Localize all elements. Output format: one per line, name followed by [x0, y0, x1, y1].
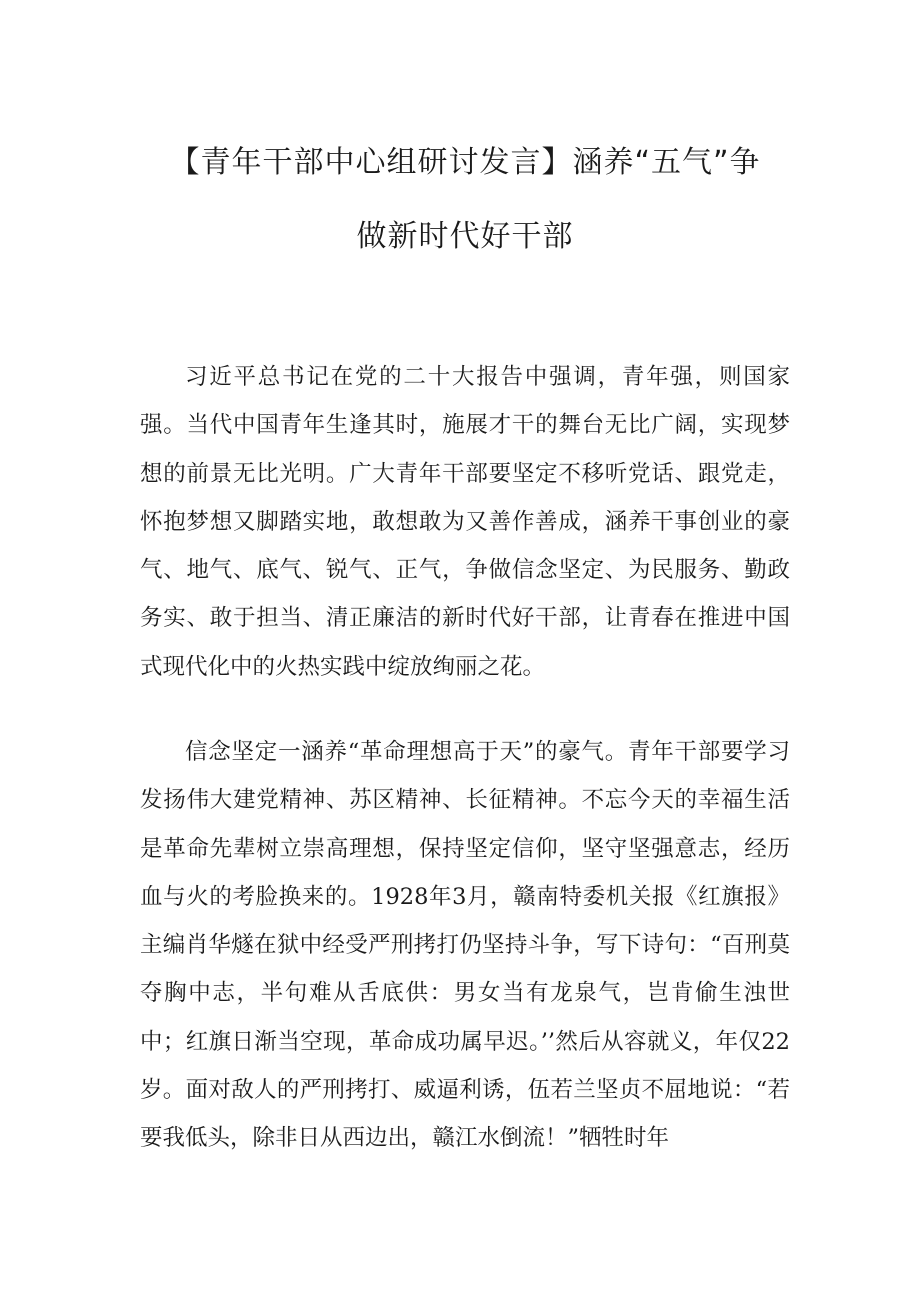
document-title-line-1: 【青年干部中心组研讨发言】涵养“五气”争 [169, 145, 761, 180]
document-title-line-2: 做新时代好干部 [356, 219, 574, 254]
body-paragraph-1: 习近平总书记在党的二十大报告中强调，青年强，则国家强。当代中国青年生逢其时，施展才干的舞台无比广阔，实现梦想的前景无比光明。广大青年干部要坚定不移听党话、跟党走，怀抱梦想又脚踏实地，敢想敢为又善作善成，涵养干事创业的豪气、地气、底气、锐气、正气，争做信念坚定、为民服务、勤政务实、敢于担当、清正廉洁的新时代好干部，让青春在推进中国式现代化中的火热实践中绽放绚丽之花。 [140, 364, 790, 680]
body-paragraph-2: 信念坚定一涵养“革命理想高于天”的豪气。青年干部要学习发扬伟大建党精神、苏区精神、长征精神。不忘今天的幸福生活是革命先辈树立崇高理想，保持坚定信仰，坚守坚强意志，经历血与火的考脸换来的。1928年3月，赣南特委机关报《红旗报》主编肖华燧在狱中经受严刑拷打仍坚持斗争，写下诗句：“百刑莫夺胸中志，半句难从舌底供：男女当有龙泉气，岂肯偷生浊世中；红旗日渐当空现，革命成功属早迟。’’然后从容就义，年仅22岁。面对敌人的严刑拷打、威逼利诱，伍若兰坚贞不屈地说：“若要我低头，除非日从西边出，赣江水倒流！”牺牲时年 [140, 739, 790, 1152]
